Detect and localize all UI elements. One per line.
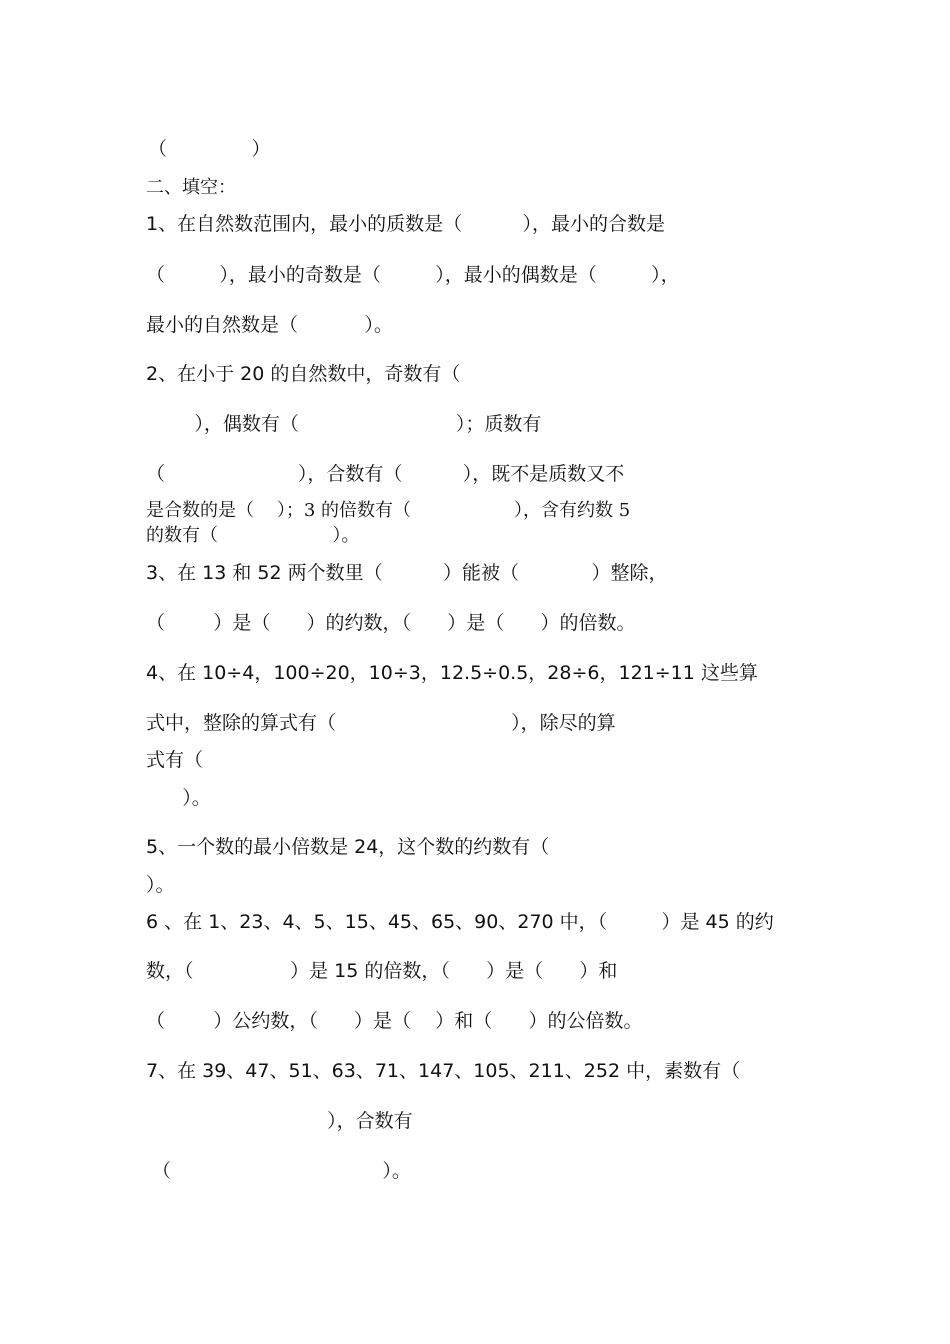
answer-blank-line: （ ） [148, 138, 271, 160]
question-7-line-1: 7、在 39、47、51、63、71、147、105、211、252 中，素数有（ [146, 1060, 741, 1082]
question-1-line-3: 最小的自然数是（ ）。 [146, 314, 393, 336]
question-4-line-4: ）。 [146, 787, 211, 809]
question-2-line-2: ），偶数有（ ）；质数有 [146, 413, 542, 435]
question-7-line-2: ），合数有 [146, 1110, 413, 1132]
question-6-line-3: （ ）公约数，（ ）是（ ）和（ ）的公倍数。 [146, 1010, 643, 1032]
question-2-line-3: （ ），合数有（ ），既不是质数又不 [146, 463, 625, 485]
question-4-line-3: 式有（ [146, 749, 204, 771]
question-1-line-2: （ ），最小的奇数是（ ），最小的偶数是（ ）， [146, 264, 680, 286]
question-4-line-1: 4、在 10÷4，100÷20，10÷3，12.5÷0.5，28÷6，121÷11 这些算 [146, 662, 758, 684]
question-7-line-3: （ ）。 [146, 1160, 411, 1182]
question-2-line-5: 的数有（ ）。 [146, 525, 360, 546]
question-1-line-1: 1、在自然数范围内，最小的质数是（ ），最小的合数是 [146, 213, 665, 235]
question-2-line-1: 2、在小于 20 的自然数中，奇数有（ [146, 363, 461, 385]
question-5-line-2: ）。 [146, 874, 175, 896]
question-4-line-2: 式中，整除的算式有（ ），除尽的算 [146, 712, 616, 734]
question-2-line-4: 是合数的是（ ）；3 的倍数有（ ），含有约数 5 [146, 500, 631, 521]
section-heading: 二、填空： [146, 177, 236, 198]
question-3-line-2: （ ）是（ ）的约数，（ ）是（ ）的倍数。 [146, 612, 636, 634]
question-5-line-1: 5、一个数的最小倍数是 24，这个数的约数有（ [146, 836, 550, 858]
question-6-line-2: 数，（ ）是 15 的倍数，（ ）是（ ）和 [146, 960, 618, 982]
question-6-line-1: 6 、在 1、23、4、5、15、45、65、90、270 中，（ ）是 45 的约 [140, 911, 774, 933]
question-3-line-1: 3、在 13 和 52 两个数里（ ）能被（ ）整除， [146, 562, 668, 584]
